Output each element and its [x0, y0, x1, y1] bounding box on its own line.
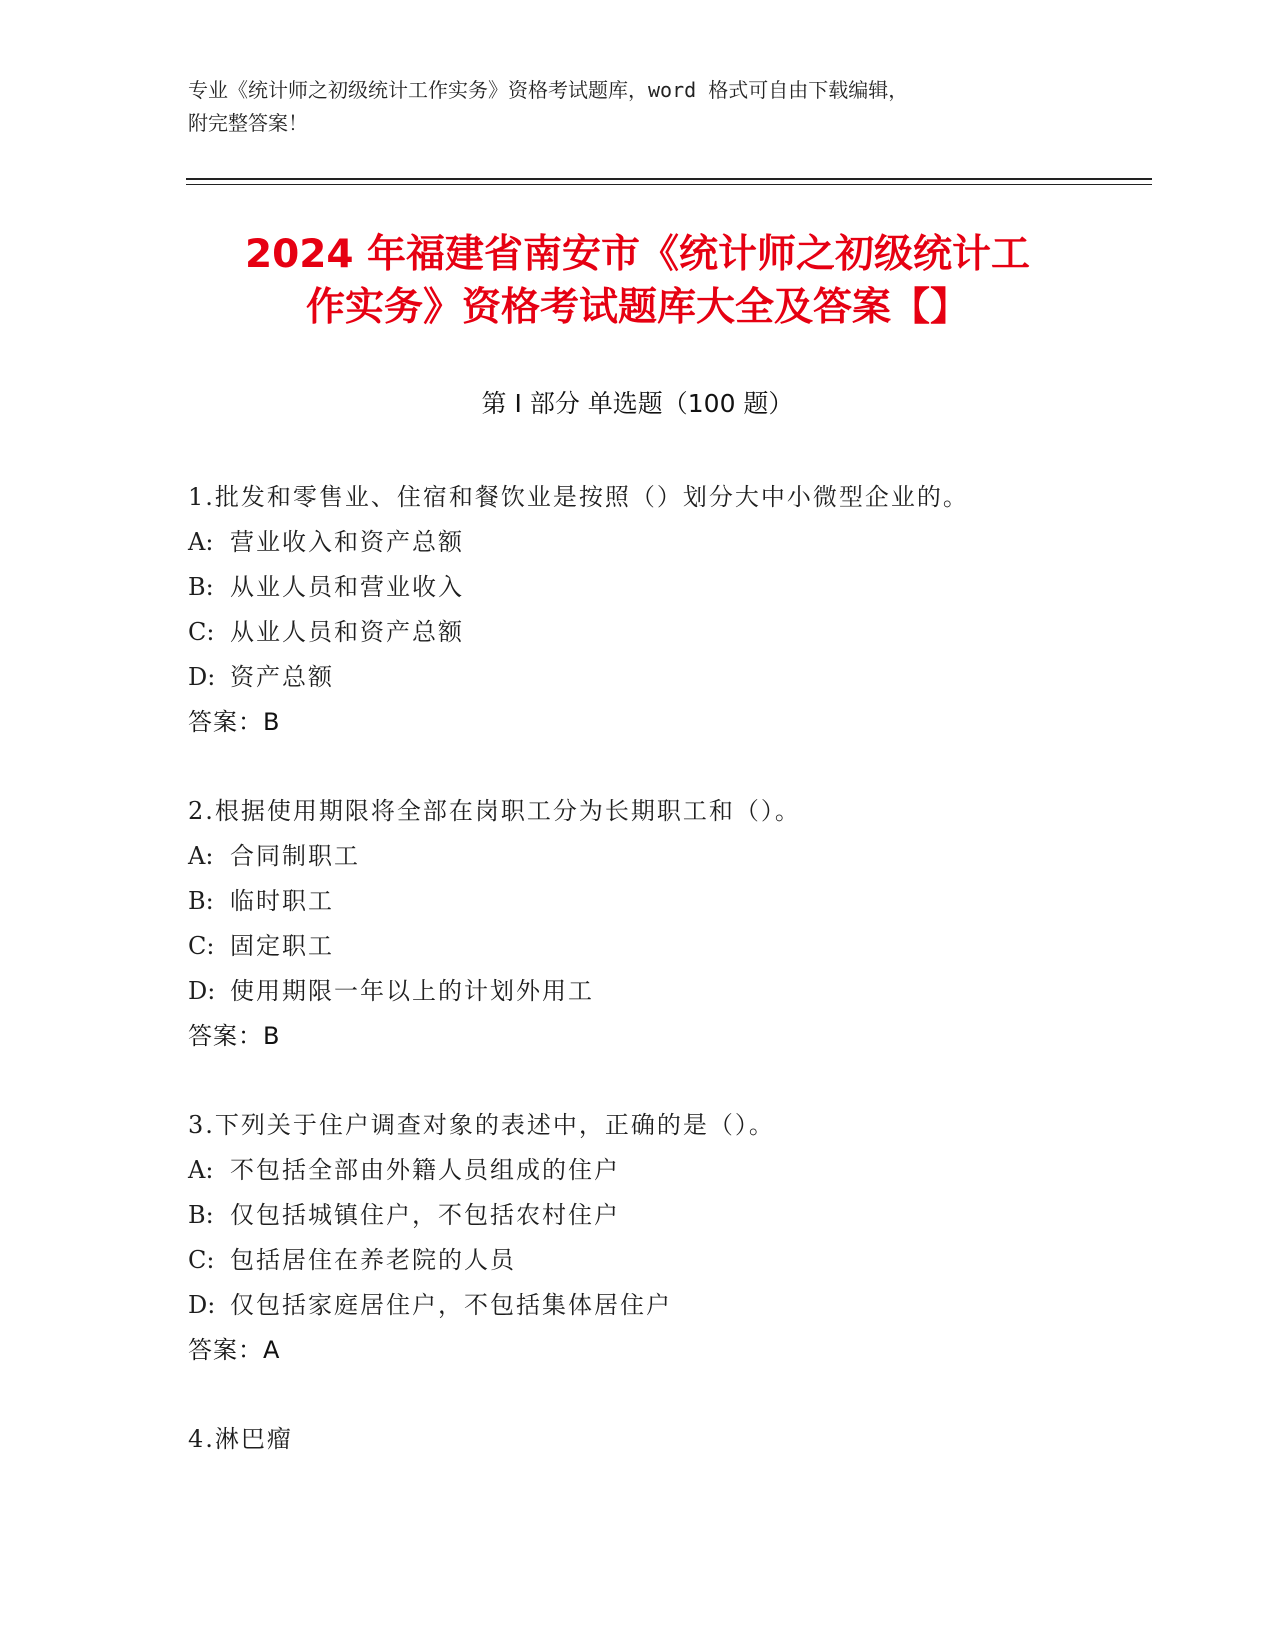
option-a — [188, 1148, 1148, 1193]
option-key: D: — [188, 977, 216, 1005]
question-list — [188, 475, 1148, 1506]
option-text: 固定职工 — [230, 932, 334, 960]
option-c — [188, 610, 1148, 655]
option-key: B: — [188, 573, 214, 601]
option-text: 从业人员和营业收入 — [230, 573, 464, 601]
question-stem: 1.批发和零售业、住宿和餐饮业是按照（）划分大中小微型企业的。 — [188, 483, 969, 511]
option-key: C: — [188, 618, 215, 646]
answer-line: 答案：B — [188, 708, 281, 736]
question-2 — [188, 789, 1148, 1059]
question-1 — [188, 475, 1148, 745]
option-text: 合同制职工 — [230, 842, 360, 870]
option-key: A: — [188, 1156, 214, 1184]
answer-line: 答案：B — [188, 1022, 281, 1050]
option-key: A: — [188, 528, 214, 556]
option-a — [188, 520, 1148, 565]
document-title-line-2: 作实务》资格考试题库大全及答案【】 — [305, 285, 969, 330]
question-3 — [188, 1103, 1148, 1373]
option-text: 仅包括家庭居住户，不包括集体居住户 — [230, 1291, 672, 1319]
option-key: D: — [188, 663, 216, 691]
option-d — [188, 1283, 1148, 1328]
option-text: 从业人员和资产总额 — [230, 618, 464, 646]
option-d — [188, 969, 1148, 1014]
section-heading: 第 I 部分 单选题（100 题） — [481, 389, 794, 418]
option-key: B: — [188, 1201, 214, 1229]
option-a — [188, 834, 1148, 879]
header-rule-thin — [186, 184, 1152, 185]
option-text: 仅包括城镇住户，不包括农村住户 — [230, 1201, 620, 1229]
document-title-line-1: 2024 年福建省南安市《统计师之初级统计工 — [244, 232, 1031, 277]
question-stem: 2.根据使用期限将全部在岗职工分为长期职工和（）。 — [188, 797, 801, 825]
option-text: 不包括全部由外籍人员组成的住户 — [230, 1156, 620, 1184]
option-b — [188, 879, 1148, 924]
document-title — [150, 228, 1125, 334]
option-b — [188, 1193, 1148, 1238]
option-key: C: — [188, 1246, 215, 1274]
header-rule-thick — [186, 178, 1152, 180]
option-key: D: — [188, 1291, 216, 1319]
option-text: 包括居住在养老院的人员 — [230, 1246, 516, 1274]
option-text: 营业收入和资产总额 — [230, 528, 464, 556]
option-c — [188, 924, 1148, 969]
option-key: B: — [188, 887, 214, 915]
question-stem: 3.下列关于住户调查对象的表述中，正确的是（）。 — [188, 1111, 775, 1139]
option-d — [188, 655, 1148, 700]
answer-line: 答案：A — [188, 1336, 281, 1364]
header-note — [188, 74, 1088, 140]
header-note-line-2: 附完整答案！ — [188, 111, 308, 135]
question-stem: 4.淋巴瘤 — [188, 1425, 293, 1453]
question-4 — [188, 1417, 1148, 1462]
option-text: 使用期限一年以上的计划外用工 — [230, 977, 594, 1005]
option-c — [188, 1238, 1148, 1283]
option-b — [188, 565, 1148, 610]
option-key: C: — [188, 932, 215, 960]
option-text: 临时职工 — [230, 887, 334, 915]
header-note-line-1: 专业《统计师之初级统计工作实务》资格考试题库，word 格式可自由下载编辑， — [188, 78, 909, 102]
option-text: 资产总额 — [230, 663, 334, 691]
option-key: A: — [188, 842, 214, 870]
